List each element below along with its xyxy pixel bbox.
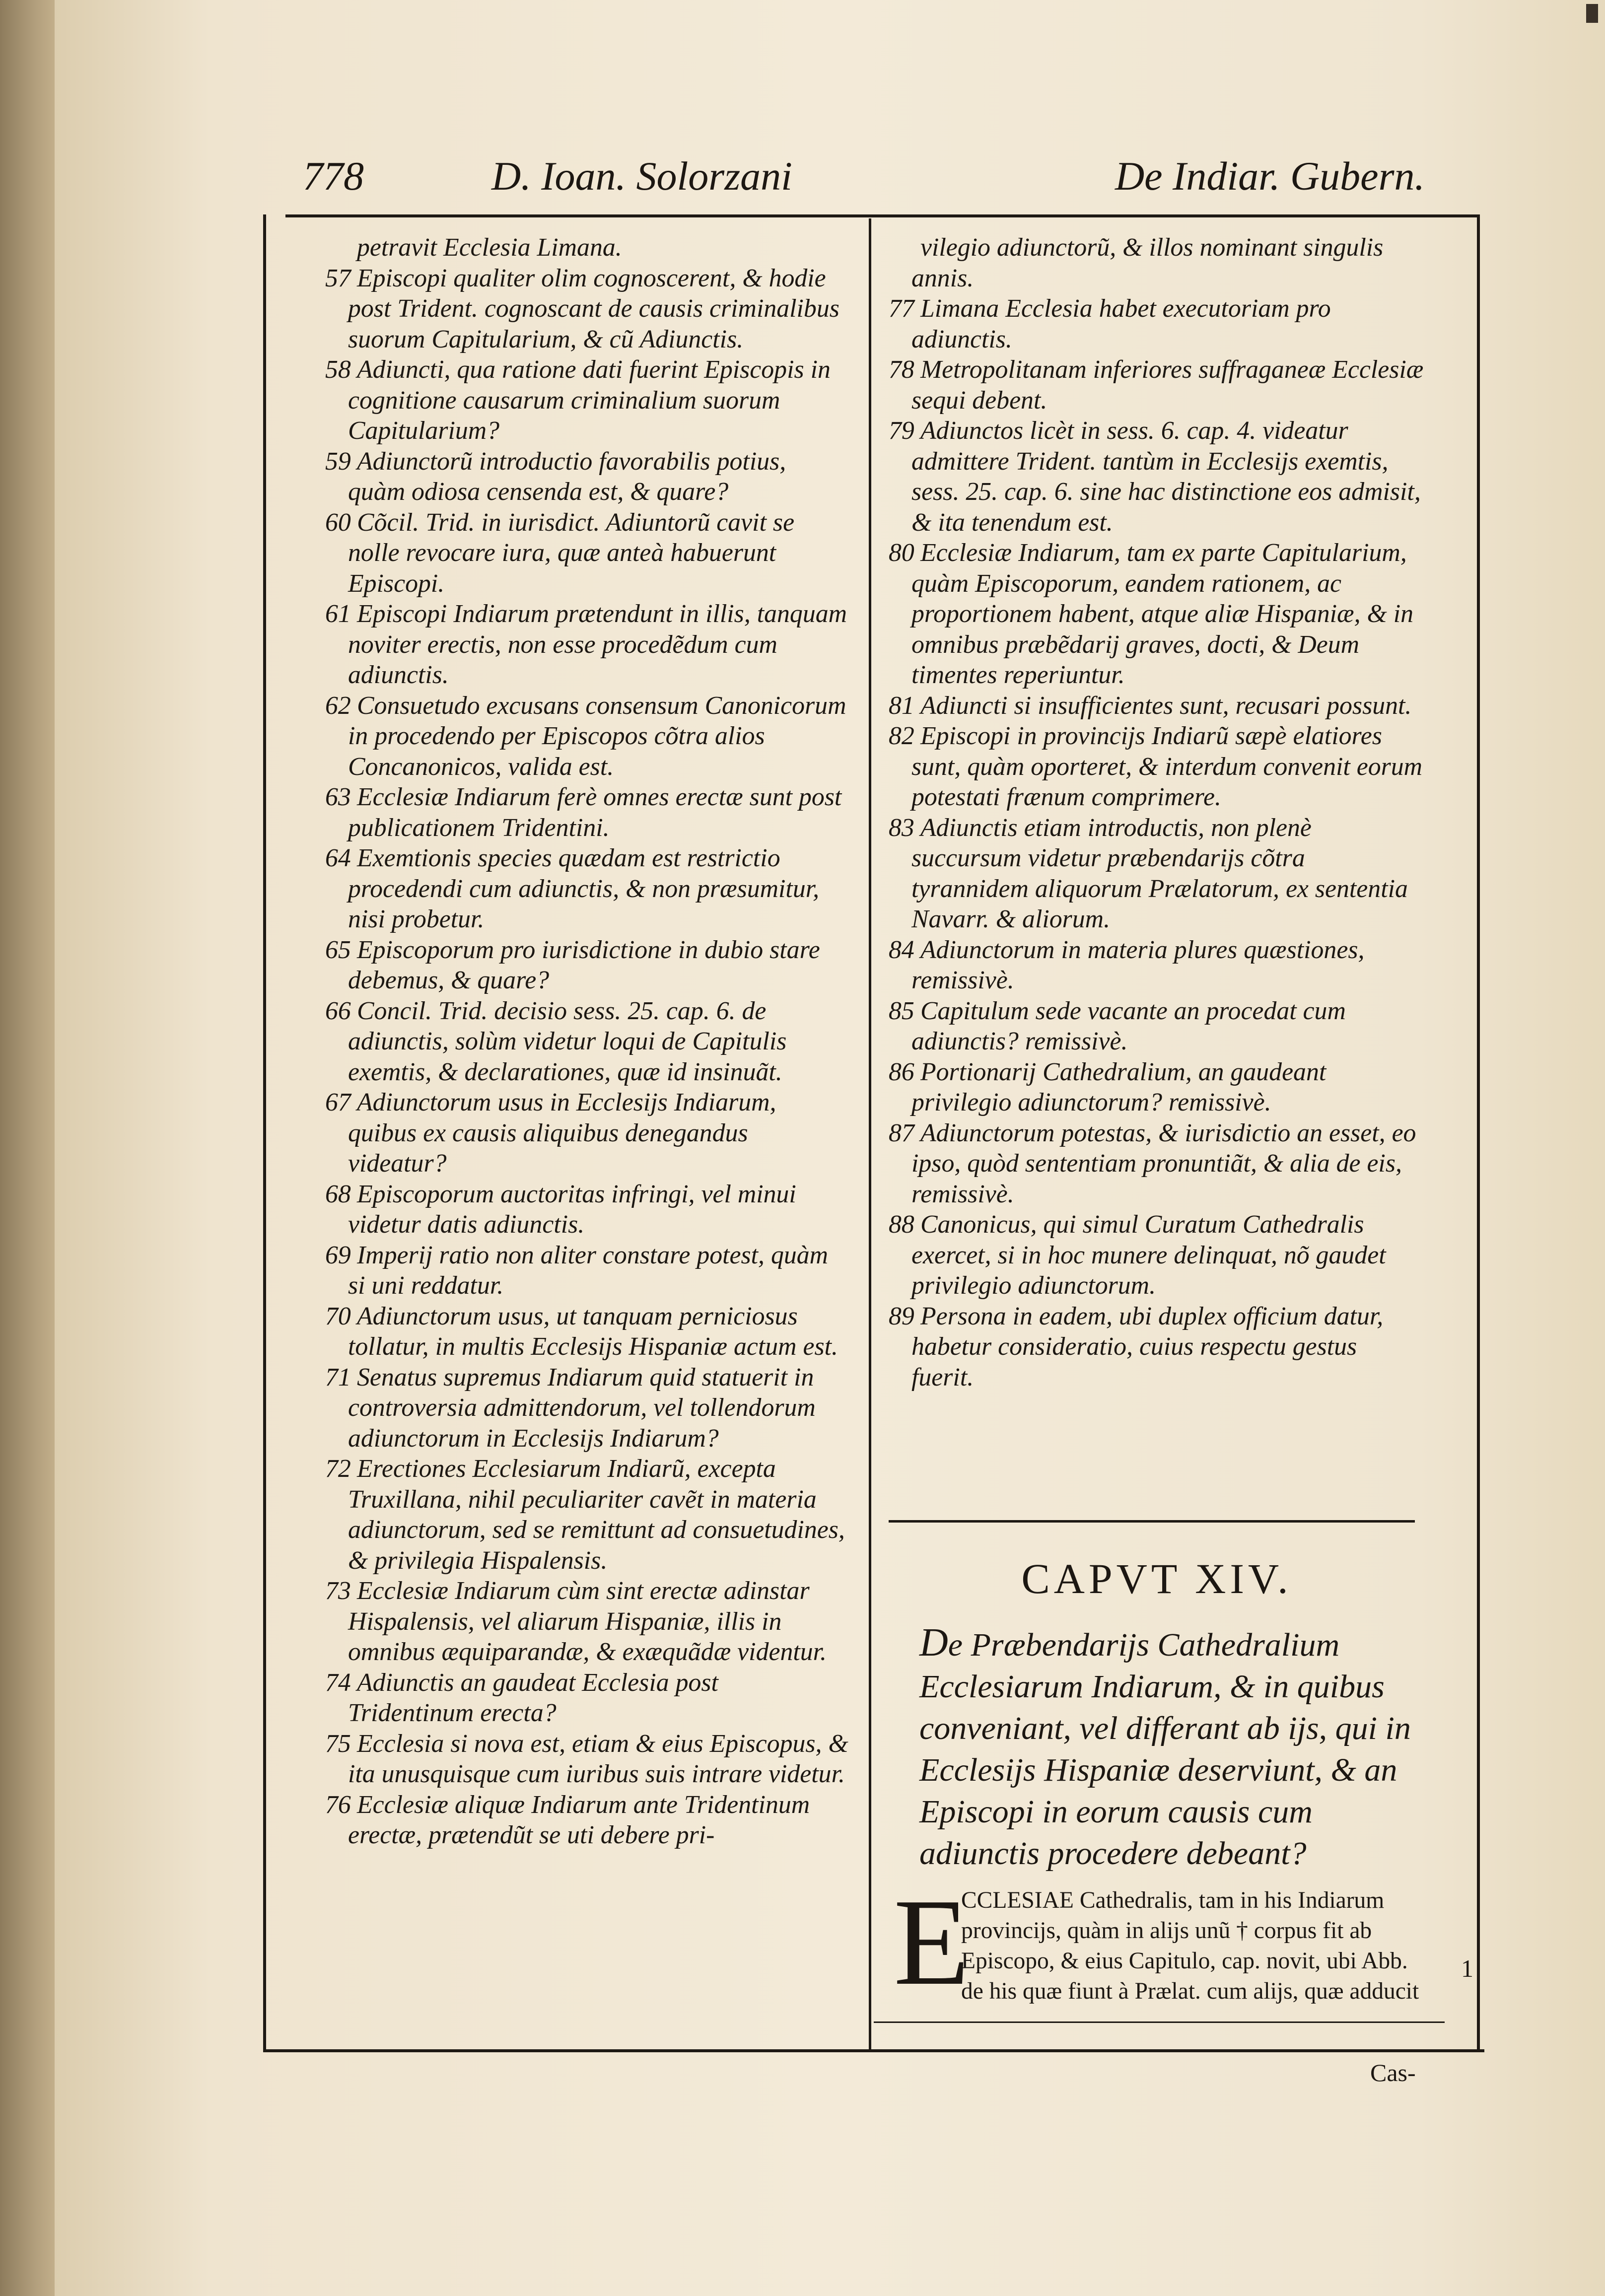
entry-number: 83 xyxy=(889,813,914,842)
index-entry xyxy=(325,1301,849,1362)
index-entry xyxy=(325,1576,849,1668)
index-entry xyxy=(325,1454,849,1576)
index-entry xyxy=(325,507,849,599)
entry-text: Adiunctorum in materia plures quæstiones, remissivè. xyxy=(911,935,1365,994)
entry-text: Episcoporum pro iurisdictione in dubio stare debemus, & quare? xyxy=(348,935,820,994)
index-entry xyxy=(889,996,1425,1057)
body-paragraph: CCLESIAE Cathedralis, tam in his Indiarum provincijs, quàm in alijs unũ † corpus fit ab Episcopo, & eius Capitulo, cap. novit, ubi Abb. de his quæ fiunt à Prælat. cum alijs, quæ adducit xyxy=(961,1887,1419,2004)
entry-number: 62 xyxy=(325,691,351,720)
entry-text: Senatus supremus Indiarum quid statuerit in controversia admittendorum, vel tollendorum adiunctorum in Ecclesijs Indiarum? xyxy=(348,1363,816,1453)
chapter-body xyxy=(894,1874,1420,2011)
chapter-title: CAPVT XIV. xyxy=(1021,1555,1292,1602)
entry-number: 59 xyxy=(325,447,351,476)
index-entry xyxy=(889,813,1425,935)
entry-number: 61 xyxy=(325,600,351,628)
index-entry xyxy=(325,691,849,782)
entry-number: 64 xyxy=(325,844,351,872)
frame-top-rule xyxy=(285,214,1477,217)
entry-text: Ecclesiæ Indiarum, tam ex parte Capitularium, quàm Episcoporum, eandem rationem, ac proportionem habent, atque aliæ Hispaniæ, & in omnibus præbẽdarij graves, docti, & Deum timentes reperiuntur. xyxy=(911,539,1414,689)
index-entry xyxy=(889,538,1425,691)
entry-text: Adiuncti, qua ratione dati fuerint Episcopis in cognitione causarum criminalium suorum Capitularium? xyxy=(348,355,831,445)
entry-text: Ecclesiæ Indiarum cùm sint erectæ adinstar Hispalensis, vel aliarum Hispaniæ, illis in omnibus æquiparandæ, & exæquãdæ videntur. xyxy=(348,1577,827,1666)
entry-number: 58 xyxy=(325,355,351,384)
entry-number: 74 xyxy=(325,1668,351,1697)
page-corner-mark xyxy=(1586,4,1598,23)
entry-number: 82 xyxy=(889,722,914,750)
entry-text: Adiunctis an gaudeat Ecclesia post Tridentinum erecta? xyxy=(348,1668,718,1727)
entry-text: Adiuncti si insufficientes sunt, recusari possunt. xyxy=(920,691,1412,720)
entry-number: 89 xyxy=(889,1302,914,1330)
index-entry xyxy=(325,1240,849,1301)
entry-text: Limana Ecclesia habet executoriam pro adiunctis. xyxy=(911,294,1331,353)
entry-number: 67 xyxy=(325,1088,351,1116)
left-index-column xyxy=(325,232,849,2029)
index-entry xyxy=(325,1790,849,1851)
index-entry xyxy=(325,446,849,507)
index-entry xyxy=(889,691,1425,721)
index-entry xyxy=(889,293,1425,354)
index-entry xyxy=(325,1362,849,1454)
entry-text: Adiunctorum potestas, & iurisdictio an esset, eo ipso, quòd sententiam pronuntiãt, & alia de eis, remissivè. xyxy=(911,1118,1416,1208)
frame-bottom-rule xyxy=(263,2049,1484,2052)
entry-text: Consuetudo excusans consensum Canonicorum in procedendo per Episcopos cõtra alios Concanonicos, valida est. xyxy=(348,691,846,781)
margin-note-number: 1 xyxy=(1461,1954,1473,1982)
entry-text: Cõcil. Trid. in iurisdict. Adiuntorũ cavit se nolle revocare iura, quæ anteà habuerunt Episcopi. xyxy=(348,508,795,598)
entry-text: Metropolitanam inferiores suffraganeæ Ecclesiæ sequi debent. xyxy=(911,355,1424,415)
chapter-separator-rule xyxy=(889,1520,1415,1523)
page-number: 778 xyxy=(303,153,364,199)
index-entry xyxy=(325,1668,849,1729)
index-entry xyxy=(889,1209,1425,1301)
entry-number: 70 xyxy=(325,1302,351,1330)
entry-text: Episcopi qualiter olim cognoscerent, & hodie post Trident. cognoscant de causis criminalibus suorum Capitularium, & cũ Adiunctis. xyxy=(348,264,839,353)
entry-text: Episcopi Indiarum prætendunt in illis, tanquam noviter erectis, non esse procedẽdum cum adiunctis. xyxy=(348,600,847,689)
running-head-title: De Indiar. Gubern. xyxy=(1115,153,1425,199)
index-entry xyxy=(325,996,849,1088)
entry-number: 78 xyxy=(889,355,914,384)
index-entry xyxy=(325,843,849,935)
entry-number: 79 xyxy=(889,417,914,445)
index-entry xyxy=(325,354,849,446)
right-index-column xyxy=(889,232,1425,1513)
entry-text: Erectiones Ecclesiarum Indiarũ, excepta Truxillana, nihil peculiariter cavẽt in materia adiunctorum, sed se remittunt ad consuetudines, & privilegia Hispalensis. xyxy=(348,1455,845,1575)
frame-right-rule xyxy=(1477,214,1480,2051)
entry-text: Ecclesiæ aliquæ Indiarum ante Tridentinum erectæ, prætendũt se uti debere pri- xyxy=(348,1790,810,1849)
frame-left-rule xyxy=(263,214,266,2051)
entry-number: 69 xyxy=(325,1241,351,1269)
index-entry xyxy=(325,935,849,996)
entry-text: Exemtionis species quædam est restrictio procedendi cum adiunctis, & non præsumitur, nisi probetur. xyxy=(348,844,820,933)
entry-number: 63 xyxy=(325,783,351,811)
entry-text: Ecclesia si nova est, etiam & eius Episcopus, & ita unusquisque cum iuribus suis intrare videtur. xyxy=(348,1729,848,1788)
index-entry xyxy=(325,1179,849,1240)
index-entry xyxy=(889,935,1425,996)
entry-text: petravit Ecclesia Limana. xyxy=(357,233,622,262)
catchword: Cas- xyxy=(1370,2059,1416,2087)
entry-number: 87 xyxy=(889,1118,914,1147)
entry-number: 60 xyxy=(325,508,351,537)
entry-number: 68 xyxy=(325,1180,351,1208)
column-divider-rule xyxy=(869,218,871,2050)
index-entry xyxy=(325,1729,849,1790)
entry-text: vilegio adiunctorũ, & illos nominant singulis annis. xyxy=(911,233,1384,292)
index-entry xyxy=(889,1057,1425,1118)
index-entry xyxy=(325,599,849,691)
entry-number: 84 xyxy=(889,935,914,964)
index-entry xyxy=(325,263,849,355)
entry-number: 76 xyxy=(325,1790,351,1819)
entry-text: Persona in eadem, ubi duplex officium datur, habetur consideratio, cuius respectu gestus fuerit. xyxy=(911,1302,1384,1392)
entry-number: 72 xyxy=(325,1455,351,1483)
entry-number: 75 xyxy=(325,1729,351,1758)
entry-number: 77 xyxy=(889,294,914,323)
index-entry xyxy=(889,721,1425,813)
entry-number: 71 xyxy=(325,1363,351,1392)
entry-text: Adiunctorum usus in Ecclesijs Indiarum, quibus ex causis aliquibus denegandus videatur? xyxy=(348,1088,776,1178)
entry-number: 88 xyxy=(889,1210,914,1239)
chapter-block xyxy=(894,1529,1420,2045)
chapter-summary: De Præbendarijs Cathedralium Ecclesiarum Indiarum, & in quibus conveniant, vel differant ab ijs, qui in Ecclesijs Hispaniæ deserviunt, & an Episcopi in eorum causis cum adiunctis procedere debeant? xyxy=(919,1621,1411,1872)
running-head xyxy=(303,149,1425,213)
entry-number: 85 xyxy=(889,996,914,1025)
running-head-author: D. Ioan. Solorzani xyxy=(491,153,792,199)
index-entry xyxy=(889,416,1425,538)
entry-text: Canonicus, qui simul Curatum Cathedralis exercet, si in hoc munere delinquat, nõ gaudet privilegio adiunctorum. xyxy=(911,1210,1386,1300)
entry-number: 81 xyxy=(889,691,914,720)
entry-number: 66 xyxy=(325,996,351,1025)
entry-number: 73 xyxy=(325,1577,351,1605)
drop-cap-initial: E xyxy=(894,1874,970,2011)
entry-text: Concil. Trid. decisio sess. 25. cap. 6. de adiunctis, solùm videtur loqui de Capitulis exemtis, & declarationes, quæ id insinuãt. xyxy=(348,996,787,1086)
index-entry xyxy=(889,1301,1425,1393)
index-entry xyxy=(889,1118,1425,1210)
index-entry xyxy=(325,1087,849,1179)
entry-text: Episcoporum auctoritas infringi, vel minui videtur datis adiunctis. xyxy=(348,1180,796,1239)
entry-number: 65 xyxy=(325,935,351,964)
entry-number: 80 xyxy=(889,539,914,567)
entry-text: Episcopi in provincijs Indiarũ sæpè elatiores sunt, quàm oporteret, & interdum convenit eorum potestati frænum comprimere. xyxy=(911,722,1423,811)
entry-text: Adiunctos licèt in sess. 6. cap. 4. videatur admittere Trident. tantùm in Ecclesijs exemtis, sess. 25. cap. 6. sine hac distinctione eos admisit, & ita tenendum est. xyxy=(911,417,1421,537)
entry-text: Ecclesiæ Indiarum ferè omnes erectæ sunt post publicationem Tridentini. xyxy=(348,783,842,842)
entry-number: 86 xyxy=(889,1057,914,1086)
entry-text: Portionarij Cathedralium, an gaudeant privilegio adiunctorum? remissivè. xyxy=(911,1057,1326,1116)
entry-text: Imperij ratio non aliter constare potest, quàm si uni reddatur. xyxy=(348,1241,829,1300)
index-entry xyxy=(325,232,849,263)
entry-text: Adiunctorũ introductio favorabilis potius, quàm odiosa censenda est, & quare? xyxy=(348,447,786,506)
entry-number: 57 xyxy=(325,264,351,292)
entry-text: Adiunctorum usus, ut tanquam perniciosus tollatur, in multis Ecclesijs Hispaniæ actum est. xyxy=(348,1302,838,1361)
index-entry xyxy=(325,782,849,843)
index-entry xyxy=(889,354,1425,416)
entry-text: Adiunctis etiam introductis, non plenè succursum videtur præbendarijs cõtra tyrannidem aliquorum Prælatorum, ex sententia Navarr. & aliorum. xyxy=(911,813,1408,933)
entry-text: Capitulum sede vacante an procedat cum adiunctis? remissivè. xyxy=(911,996,1346,1055)
index-entry xyxy=(889,232,1425,293)
